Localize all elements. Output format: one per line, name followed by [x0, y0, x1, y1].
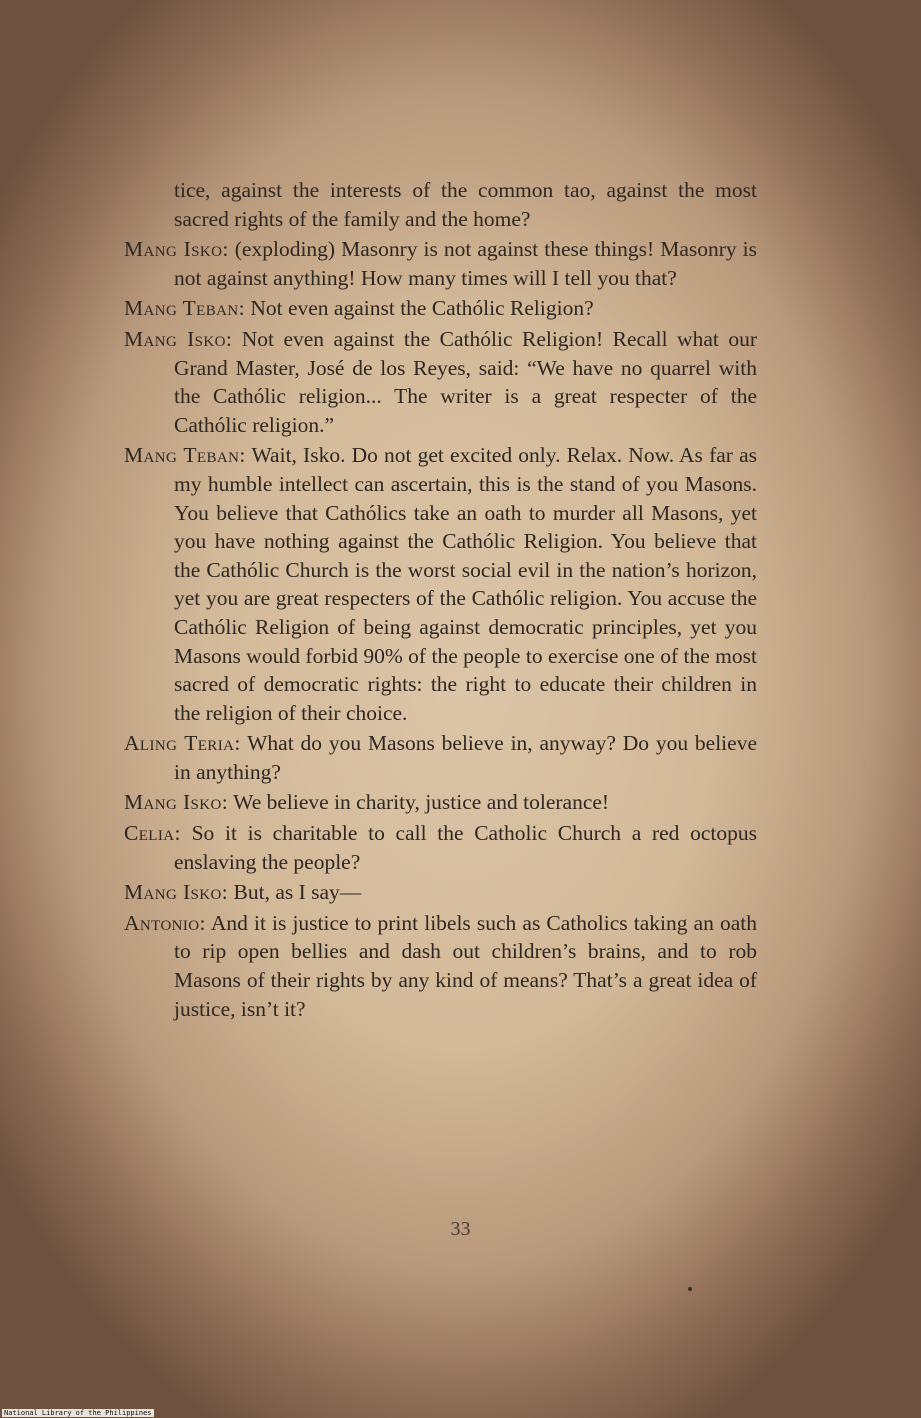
speaker-name: Celia: — [124, 821, 181, 846]
dialogue-line-text: Not even against the Cathólic Religion! Recall what our Grand Master, José de los Reyes, said: “We have no quarrel with the Cathólic religion... The writer is a great respecter of the Cathólic religion.” — [174, 326, 757, 437]
dialogue-line — [124, 729, 757, 786]
dialogue-text — [124, 176, 757, 1025]
dialogue-line — [124, 788, 757, 817]
speaker-name: Aling Teria: — [124, 731, 241, 756]
scan-credit: National Library of the Philippines — [4, 1409, 152, 1417]
speaker-name: Mang Isko: — [124, 237, 229, 262]
dialogue-line-text: And it is justice to print libels such as Catholics taking an oath to rip open bellies and dash out children’s brains, and to rob Masons of their rights by any kind of means? That’s a great idea of justice, isn’t it? — [174, 910, 757, 1021]
dialogue-line-text: But, as I say— — [228, 880, 362, 905]
speaker-name: Mang Isko: — [124, 326, 233, 351]
dialogue-line-text: Wait, Isko. Do not get excited only. Relax. Now. As far as my humble intellect can ascertain, this is the stand of you Masons. You believe that Cathólics take an oath to murder all Masons, yet you have nothing against the Cathólic Religion. You believe that the Cathólic Church is the worst social evil in the nation’s horizon, yet you are great respecters of the Cathólic religion. You accuse the Cathólic Religion of being against democratic principles, yet you Masons would forbid 90% of the people to exercise one of the most sacred of democratic rights: the right to educate their children in the religion of their choice. — [174, 443, 757, 725]
speaker-name: Mang Teban: — [124, 443, 246, 468]
dialogue-continuation — [124, 176, 757, 233]
dialogue-line-text: We believe in charity, justice and tolerance! — [228, 790, 610, 815]
speaker-name: Antonio: — [124, 910, 206, 935]
dialogue-line-text: (exploding) Masonry is not against these things! Masonry is not against anything! How many times will I tell you that? — [174, 237, 757, 290]
dialogue-line — [124, 819, 757, 876]
dialogue-line — [124, 294, 757, 323]
ink-speck — [688, 1287, 692, 1291]
dialogue-line — [124, 909, 757, 1023]
dialogue-line-text: Not even against the Cathólic Religion? — [244, 296, 594, 321]
dialogue-line — [124, 441, 757, 727]
dialogue-line-text: So it is charitable to call the Catholic Church a red octopus enslaving the people? — [174, 821, 757, 874]
page-number: 33 — [450, 1218, 471, 1240]
dialogue-line-text: What do you Masons believe in, anyway? Do you believe in anything? — [174, 731, 757, 784]
speaker-name: Mang Teban: — [124, 296, 245, 321]
dialogue-line — [124, 878, 757, 907]
dialogue-line — [124, 325, 757, 439]
speaker-name: Mang Isko: — [124, 790, 229, 815]
speaker-name: Mang Isko: — [124, 880, 229, 905]
dialogue-line — [124, 235, 757, 292]
dialogue-line-text: tice, against the interests of the common tao, against the most sacred rights of the family and the home? — [174, 178, 757, 231]
